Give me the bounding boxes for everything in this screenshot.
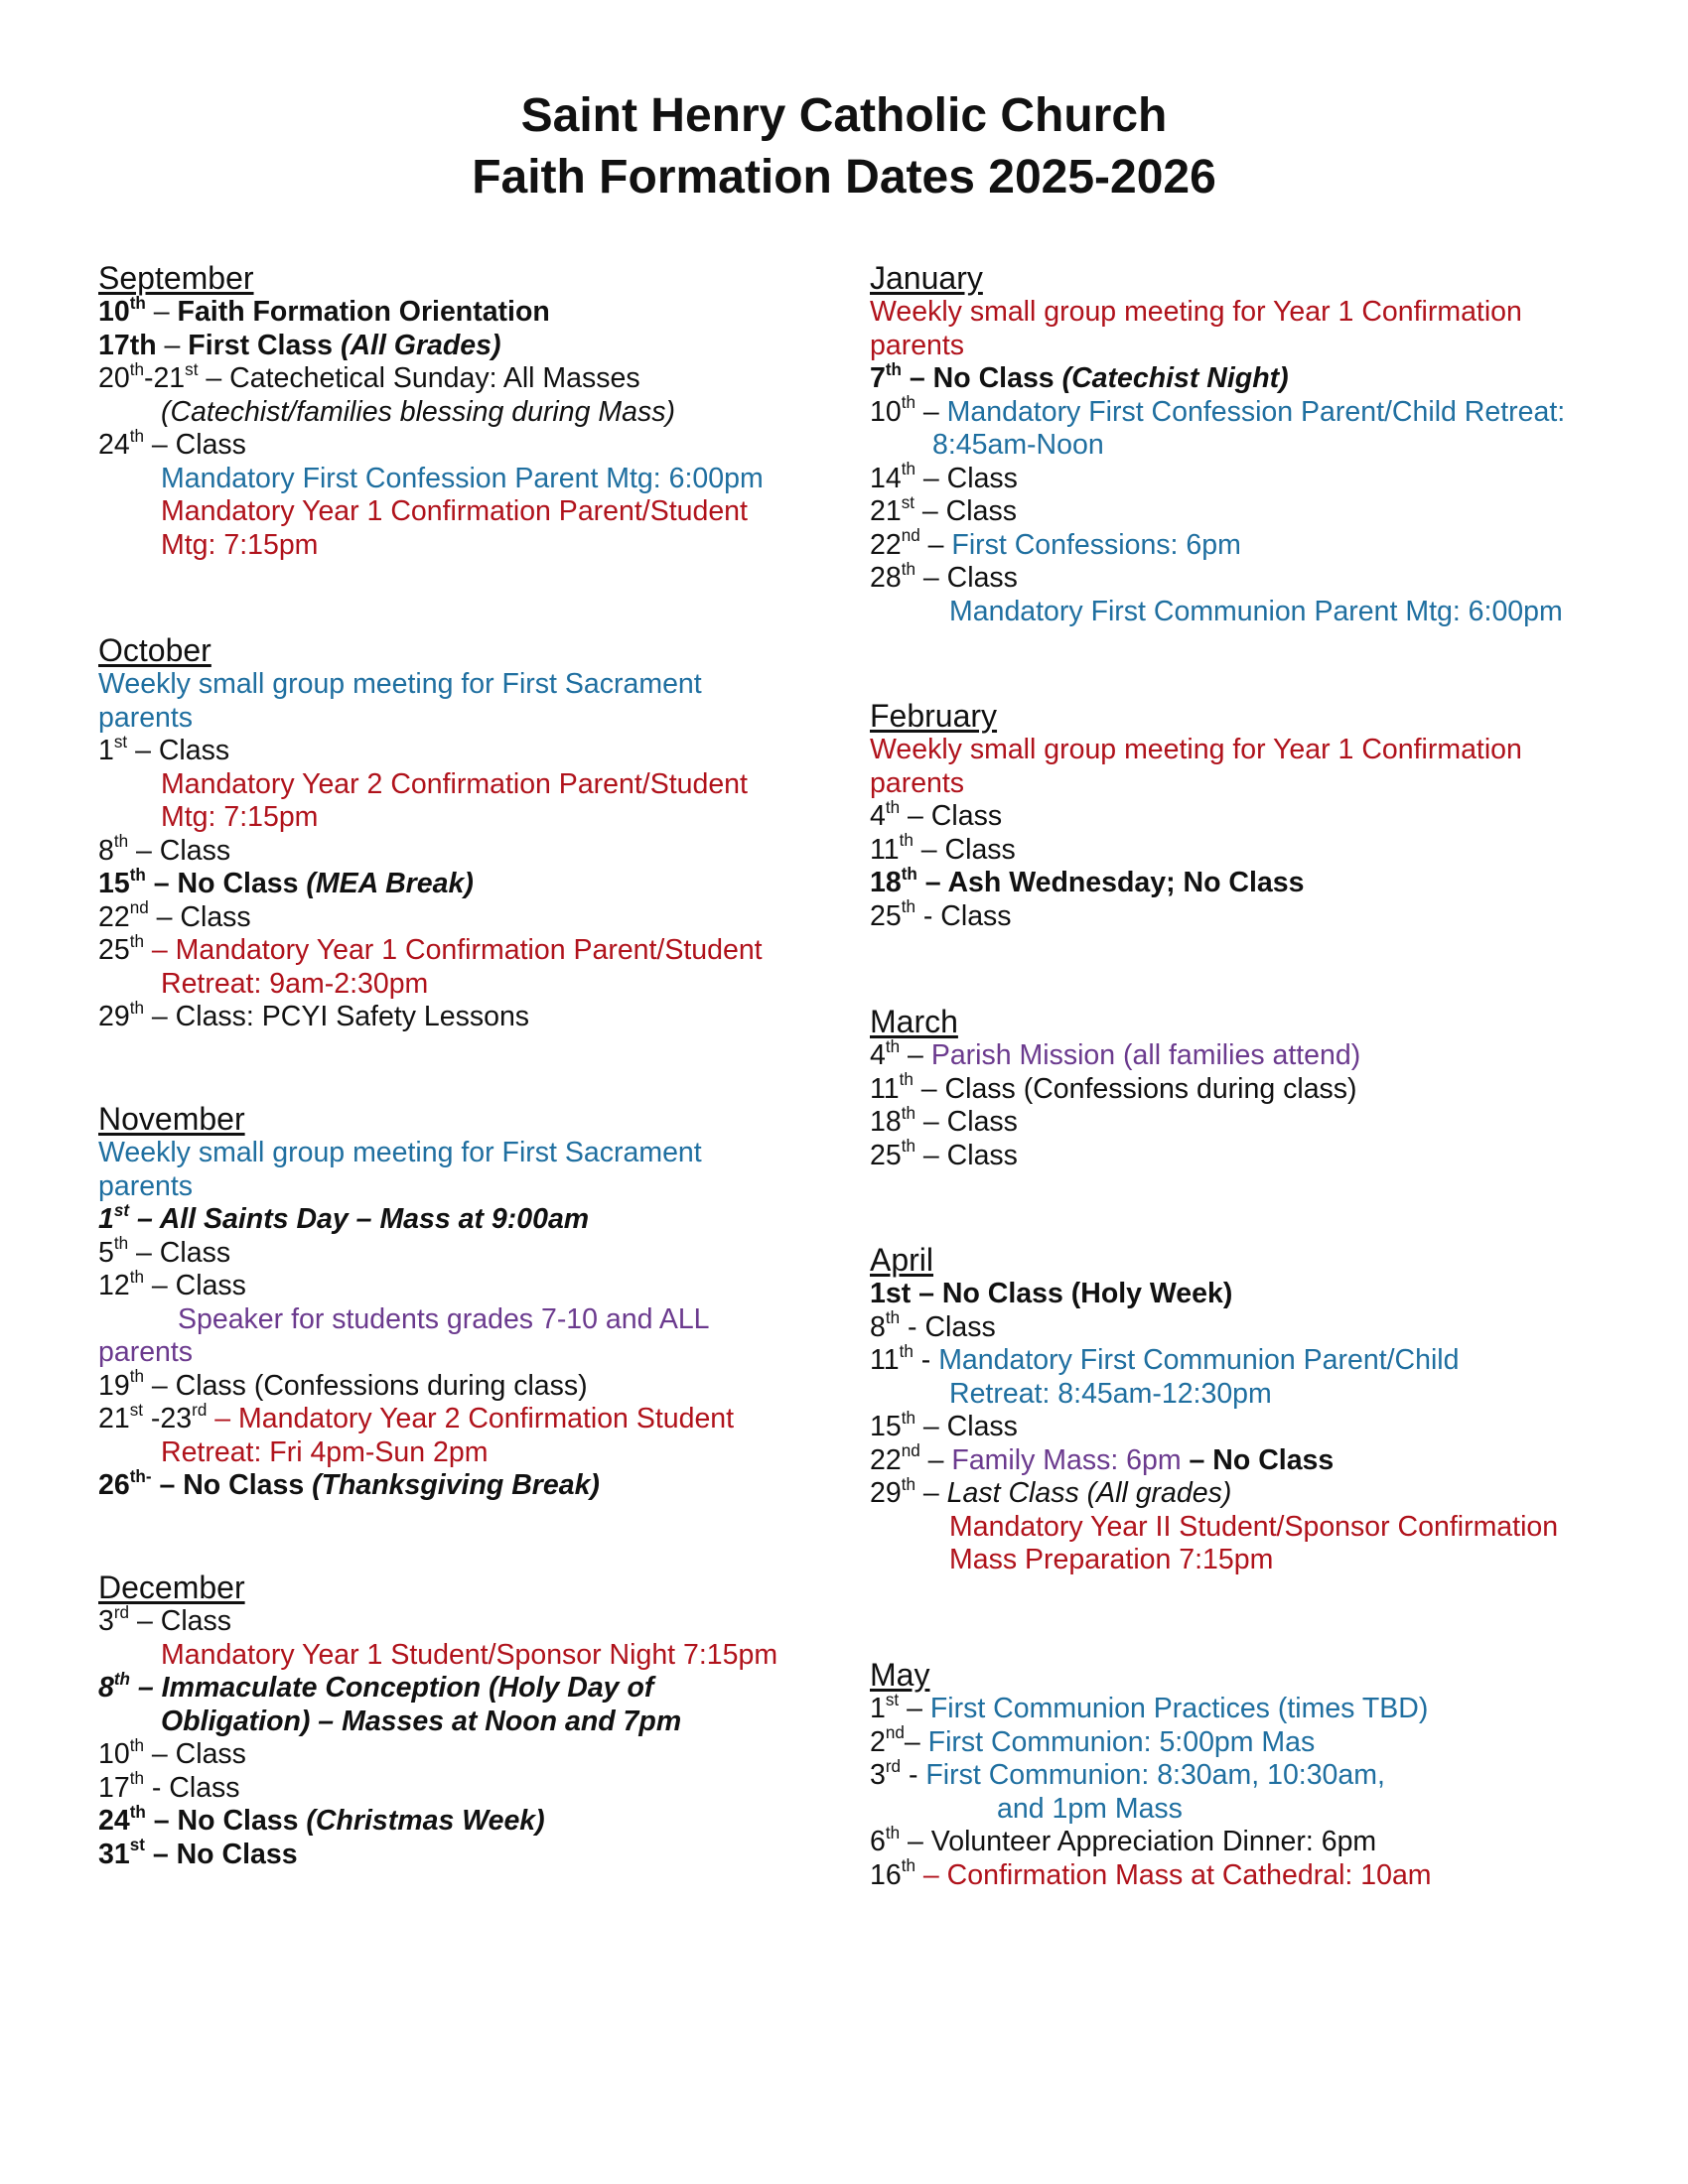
event-line: 24th – Class (98, 426, 246, 461)
month-heading: November (98, 1101, 245, 1137)
title-dates: Faith Formation Dates 2025-2026 (472, 151, 1216, 204)
event-line: 18th – Class (870, 1103, 1018, 1138)
event-line: 4th – Class (870, 797, 1003, 832)
event-line: Weekly small group meeting for First Sacrament (98, 1137, 702, 1168)
month-february (870, 698, 1644, 1004)
right-column (870, 260, 1644, 1892)
event-line: Mandatory First Communion Parent Mtg: 6:00pm (949, 595, 1563, 627)
title-church: Saint Henry Catholic Church (520, 89, 1168, 142)
event-line: Obligation) – Masses at Noon and 7pm (161, 1705, 682, 1737)
event-line: 18th – Ash Wednesday; No Class (870, 864, 1305, 898)
event-line: 10th – Faith Formation Orientation (98, 293, 550, 328)
month-november (98, 1101, 833, 1570)
month-heading: January (870, 260, 983, 296)
event-line: 7th – No Class (Catechist Night) (870, 359, 1289, 394)
event-line: 29th – Last Class (All grades) (870, 1474, 1232, 1509)
event-line: 8th – Immaculate Conception (Holy Day of (98, 1669, 654, 1704)
event-line: $26^{th-}$ – No Class (Thanksgiving Break) (98, 1466, 600, 1501)
event-line: 25th - Class (870, 897, 1012, 932)
event-line: 11th - Mandatory First Communion Parent/Child (870, 1341, 1460, 1376)
event-line: Mass Preparation 7:15pm (949, 1544, 1274, 1575)
event-line: 11th – Class (870, 831, 1016, 866)
event-line: 14th – Class (870, 460, 1018, 494)
month-december (98, 1570, 833, 1871)
event-line: parents (870, 766, 965, 799)
month-october (98, 632, 833, 1101)
event-line: parents (98, 701, 194, 734)
event-line: Mandatory Year 1 Confirmation Parent/Student (161, 495, 748, 527)
event-line: 19th – Class (Confessions during class) (98, 1367, 588, 1402)
event-line: Mandatory Year 1 Student/Sponsor Night 7:15pm (161, 1638, 778, 1671)
event-line: Weekly small group meeting for Year 1 Confirmation (870, 296, 1522, 328)
event-line: 1st – First Communion Practices (times TBD) (870, 1690, 1429, 1724)
event-line: Retreat: Fri 4pm-Sun 2pm (161, 1435, 489, 1468)
event-line: 1st – Class (98, 732, 230, 766)
event-line: 31st – No Class (98, 1836, 298, 1870)
event-line: 4th – Parish Mission (all families attend) (870, 1036, 1361, 1071)
event-line: Retreat: 8:45am-12:30pm (949, 1377, 1272, 1410)
event-line: Mtg: 7:15pm (161, 801, 319, 833)
event-line: 21st – Class (870, 492, 1017, 527)
month-heading: February (870, 698, 998, 734)
event-line: 3rd - First Communion: 8:30am, 10:30am, (870, 1756, 1385, 1791)
month-january (870, 260, 1644, 698)
event-line: parents (98, 1169, 194, 1202)
month-april (870, 1242, 1644, 1657)
event-line: 2nd– First Communion: 5:00pm Mas (870, 1723, 1316, 1758)
event-line: 24th – No Class (Christmas Week) (98, 1802, 545, 1837)
event-line: Speaker for students grades 7-10 and ALL (178, 1302, 710, 1335)
event-line: 15th – No Class (MEA Break) (98, 865, 474, 899)
event-line: Weekly small group meeting for First Sacrament (98, 668, 702, 700)
event-line: Mtg: 7:15pm (161, 528, 319, 561)
event-line: 5th – Class (98, 1234, 231, 1269)
event-line: 22nd – First Confessions: 6pm (870, 526, 1241, 561)
event-line: 16th – Confirmation Mass at Cathedral: 10am (870, 1856, 1432, 1891)
event-line: 1st – All Saints Day – Mass at 9:00am (98, 1200, 590, 1235)
event-line: Mandatory Year II Student/Sponsor Confirmation (949, 1510, 1559, 1543)
month-september (98, 260, 833, 632)
event-line: Mandatory Year 2 Confirmation Parent/Student (161, 767, 748, 800)
event-line: Mandatory First Confession Parent Mtg: 6:00pm (161, 462, 764, 494)
event-line: 3rd – Class (98, 1602, 232, 1637)
event-line: 8th – Class (98, 832, 231, 867)
event-line: 28th – Class (870, 559, 1018, 594)
event-line: 11th – Class (Confessions during class) (870, 1070, 1357, 1105)
month-heading: April (870, 1242, 934, 1278)
month-heading: May (870, 1657, 930, 1693)
event-line: 22nd – Class (98, 898, 251, 933)
event-line: 22nd – Family Mass: 6pm – No Class (870, 1441, 1335, 1476)
event-line: 15th – Class (870, 1408, 1018, 1442)
event-line: 17th – First Class (All Grades) (98, 329, 501, 361)
event-line: (Catechist/families blessing during Mass) (161, 395, 675, 428)
event-line: Weekly small group meeting for Year 1 Confirmation (870, 734, 1522, 765)
event-line: 29th – Class: PCYI Safety Lessons (98, 998, 530, 1032)
event-line: 25th – Mandatory Year 1 Confirmation Parent/Student (98, 931, 763, 966)
month-heading: March (870, 1004, 958, 1039)
month-march (870, 1004, 1644, 1242)
event-line: parents (870, 329, 965, 361)
event-line: 21st -23rd – Mandatory Year 2 Confirmation Student (98, 1400, 735, 1434)
left-column (98, 260, 833, 1871)
event-line: 8:45am-Noon (932, 429, 1104, 461)
event-line: 17th - Class (98, 1769, 240, 1804)
page-title (0, 85, 1688, 208)
event-line: 6th – Volunteer Appreciation Dinner: 6pm (870, 1823, 1377, 1857)
month-heading: September (98, 260, 254, 296)
event-line: Retreat: 9am-2:30pm (161, 967, 429, 1000)
event-line: 8th - Class (870, 1308, 996, 1343)
month-may (870, 1657, 1644, 1892)
month-heading: October (98, 632, 211, 668)
month-heading: December (98, 1570, 245, 1605)
event-line: 1st – No Class (Holy Week) (870, 1278, 1233, 1309)
event-line: 10th – Mandatory First Confession Parent/Child Retreat: (870, 393, 1566, 428)
event-line: 12th – Class (98, 1267, 246, 1301)
event-line: 25th – Class (870, 1137, 1018, 1171)
event-line: 10th – Class (98, 1735, 246, 1770)
event-line: 20th-21st – Catechetical Sunday: All Masses (98, 359, 640, 394)
event-line: parents (98, 1336, 194, 1368)
event-line: and 1pm Mass (997, 1792, 1183, 1825)
